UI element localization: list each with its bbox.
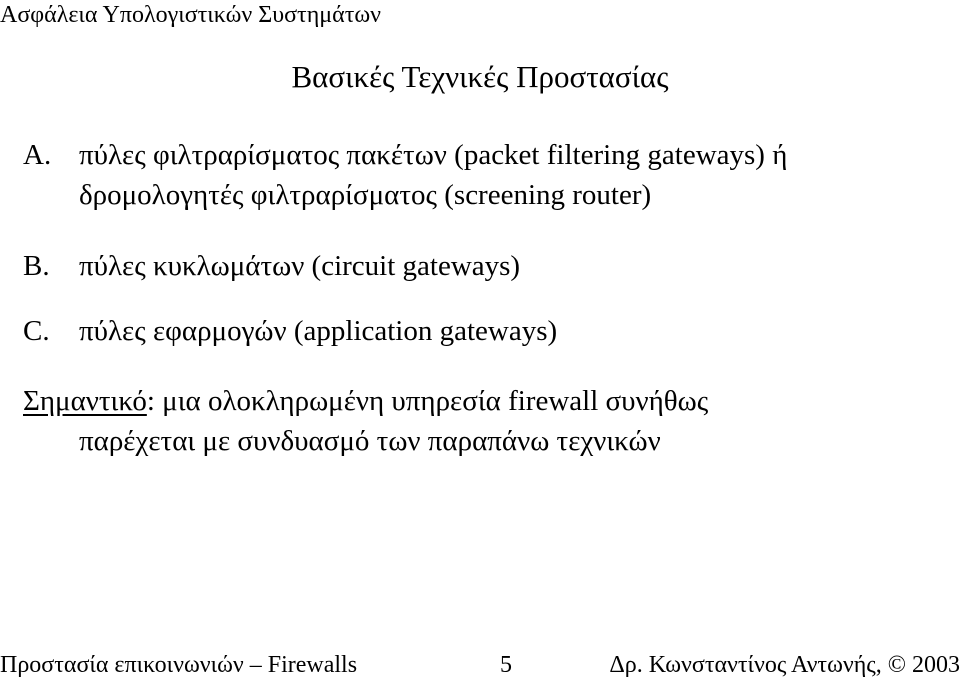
list-item-letter: A. — [23, 139, 52, 171]
note — [23, 383, 708, 419]
list-item-a — [23, 137, 787, 173]
note-text: : μια ολοκληρωμένη υπηρεσία firewall συνήθως — [146, 385, 709, 417]
list-item-letter: C. — [23, 315, 50, 347]
list-item-text: πύλες φιλτραρίσματος πακέτων (packet filtering gateways) ή — [79, 139, 788, 171]
footer-page-number: 5 — [500, 652, 512, 678]
footer-left: Προστασία επικοινωνιών – Firewalls — [0, 652, 358, 678]
list-item-text: πύλες κυκλωμάτων (circuit gateways) — [79, 250, 521, 282]
slide-title: Βασικές Τεχνικές Προστασίας — [291, 59, 669, 94]
list-item-c — [23, 313, 557, 349]
course-header: Ασφάλεια Υπολογιστικών Συστημάτων — [0, 2, 381, 28]
list-item-a-continuation: δρομολογητές φιλτραρίσματος (screening router) — [79, 179, 652, 211]
note-continuation: παρέχεται με συνδυασμό των παραπάνω τεχνικών — [79, 425, 661, 457]
note-label: Σημαντικό — [23, 385, 147, 417]
list-item-b — [23, 248, 520, 284]
list-item-letter: B. — [23, 250, 50, 282]
footer-right: Δρ. Κωνσταντίνος Αντωνής, © 2003 — [609, 652, 960, 678]
list-item-text: πύλες εφαρμογών (application gateways) — [79, 315, 558, 347]
